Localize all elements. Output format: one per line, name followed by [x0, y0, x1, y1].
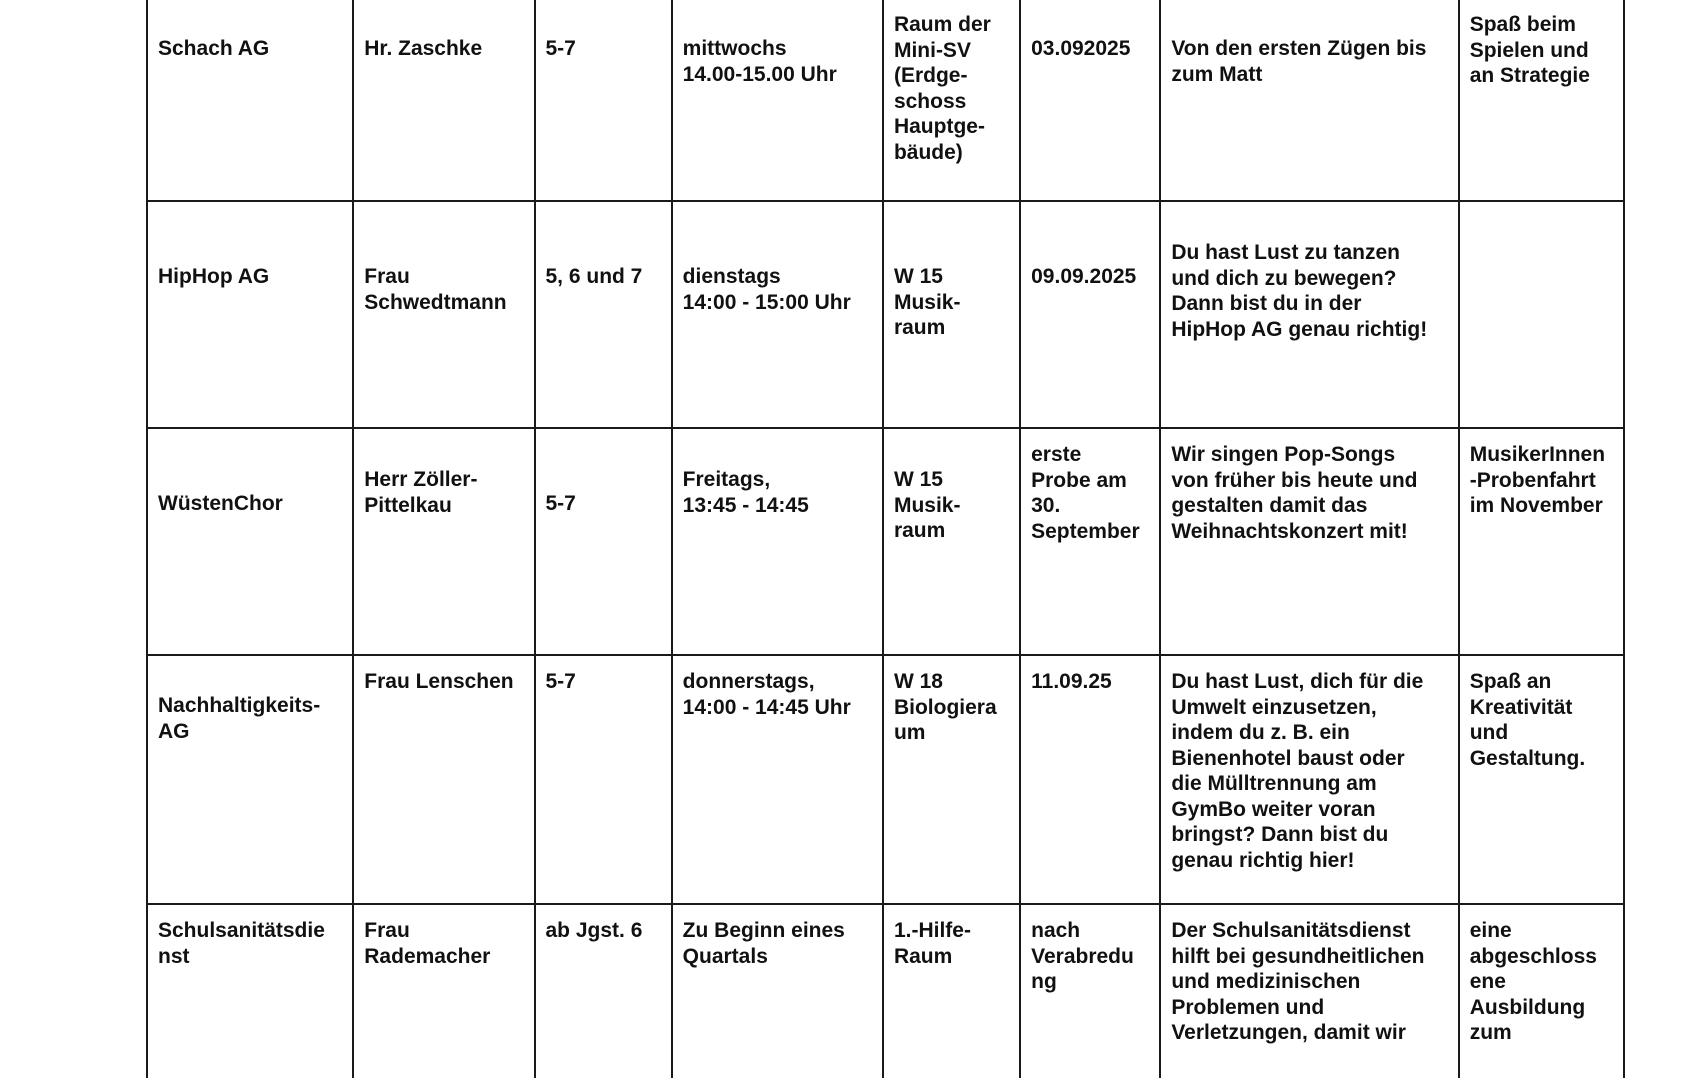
ag-name-cell: Schulsanitätsdie nst	[147, 904, 353, 1078]
time-cell: donnerstags, 14:00 - 14:45 Uhr	[672, 655, 883, 904]
grades-cell: 5-7	[535, 0, 672, 201]
notes-cell: MusikerInnen -Probenfahrt im November	[1459, 428, 1624, 655]
time-cell: Zu Beginn eines Quartals	[672, 904, 883, 1078]
table-row	[147, 655, 1624, 904]
room-cell: W 15 Musik- raum	[883, 201, 1020, 428]
notes-cell: Spaß an Kreativität und Gestaltung.	[1459, 655, 1624, 904]
grades-cell: 5-7	[535, 428, 672, 655]
teacher-cell: Frau Rademacher	[353, 904, 534, 1078]
notes-cell	[1459, 201, 1624, 428]
grades-cell: 5-7	[535, 655, 672, 904]
time-cell: dienstags 14:00 - 15:00 Uhr	[672, 201, 883, 428]
room-cell: 1.-Hilfe- Raum	[883, 904, 1020, 1078]
description-cell: Du hast Lust, dich für die Umwelt einzusetzen, indem du z. B. ein Bienenhotel baust oder die Mülltrennung am GymBo weiter voran bringst? Dann bist du genau richtig hier!	[1160, 655, 1458, 904]
grades-cell: ab Jgst. 6	[535, 904, 672, 1078]
teacher-cell: Frau Schwedtmann	[353, 201, 534, 428]
room-cell: W 15 Musik- raum	[883, 428, 1020, 655]
ag-name-cell: WüstenChor	[147, 428, 353, 655]
start-cell: 03.092025	[1020, 0, 1160, 201]
ag-name-cell: Schach AG	[147, 0, 353, 201]
description-cell: Du hast Lust zu tanzen und dich zu bewegen? Dann bist du in der HipHop AG genau richtig!	[1160, 201, 1458, 428]
table-row	[147, 904, 1624, 1078]
start-cell: erste Probe am 30. September	[1020, 428, 1160, 655]
description-cell: Der Schulsanitätsdienst hilft bei gesundheitlichen und medizinischen Problemen und Verletzungen, damit wir	[1160, 904, 1458, 1078]
room-cell: W 18 Biologiera um	[883, 655, 1020, 904]
notes-cell: eine abgeschloss ene Ausbildung zum	[1459, 904, 1624, 1078]
description-cell: Wir singen Pop-Songs von früher bis heute und gestalten damit das Weihnachtskonzert mit!	[1160, 428, 1458, 655]
notes-cell: Spaß beim Spielen und an Strategie	[1459, 0, 1624, 201]
time-cell: mittwochs 14.00-15.00 Uhr	[672, 0, 883, 201]
start-cell: 11.09.25	[1020, 655, 1160, 904]
teacher-cell: Hr. Zaschke	[353, 0, 534, 201]
start-cell: 09.09.2025	[1020, 201, 1160, 428]
table-row	[147, 0, 1624, 201]
room-cell: Raum der Mini-SV (Erdge- schoss Hauptge- bäude)	[883, 0, 1020, 201]
table-row	[147, 428, 1624, 655]
teacher-cell: Herr Zöller- Pittelkau	[353, 428, 534, 655]
table-row	[147, 201, 1624, 428]
teacher-cell: Frau Lenschen	[353, 655, 534, 904]
ag-name-cell: HipHop AG	[147, 201, 353, 428]
start-cell: nach Verabredu ng	[1020, 904, 1160, 1078]
grades-cell: 5, 6 und 7	[535, 201, 672, 428]
description-cell: Von den ersten Zügen bis zum Matt	[1160, 0, 1458, 201]
ag-name-cell: Nachhaltigkeits- AG	[147, 655, 353, 904]
time-cell: Freitags, 13:45 - 14:45	[672, 428, 883, 655]
ag-table	[146, 0, 1625, 1078]
